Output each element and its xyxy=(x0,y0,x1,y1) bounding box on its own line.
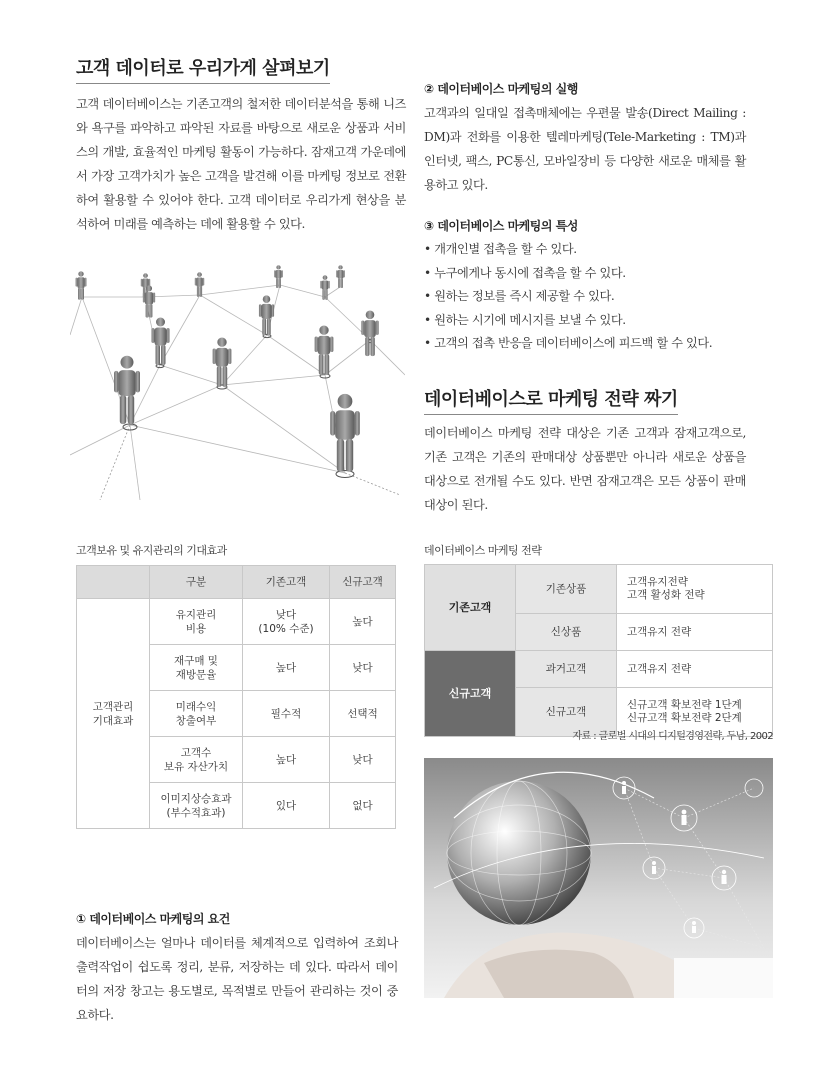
table-cell: 높다 xyxy=(243,645,330,691)
table-header-category: 구분 xyxy=(150,566,243,599)
sec3-bullet-list xyxy=(424,238,746,356)
table-cell: 낮다 xyxy=(330,645,396,691)
list-item: • 고객의 접촉 반응을 데이터베이스에 피드백 할 수 있다. xyxy=(424,332,746,356)
table-cell: 있다 xyxy=(243,783,330,829)
globe-icon xyxy=(424,758,773,998)
expected-effects-table xyxy=(76,565,396,829)
table-cell: 고객유지 전략 xyxy=(617,614,773,651)
sec1-paragraph: 데이터베이스는 얼마나 데이터를 체계적으로 입력하여 조회나 출력작업이 쉽도록 정리, 분류, 저장하는 데 있다. 따라서 데이터의 저장 창고는 용도별로, 목적별로 만들어 관리하는 것이 중요하다. xyxy=(76,936,398,1022)
table1-caption: 고객보유 및 유지관리의 기대효과 xyxy=(76,544,227,557)
table-cell: 고객유지 전략 xyxy=(617,651,773,688)
right-strategy-block xyxy=(424,385,746,517)
table-cell: 낮다 (10% 수준) xyxy=(243,599,330,645)
table-cell: 신상품 xyxy=(516,614,617,651)
group-new-customers: 신규고객 xyxy=(425,651,516,737)
sec3-heading: ③ 데이터베이스 마케팅의 특성 xyxy=(424,219,578,233)
table-cell: 선택적 xyxy=(330,691,396,737)
table-row xyxy=(425,651,773,688)
sec1-block xyxy=(76,910,398,1027)
table-group-label: 고객관리 기대효과 xyxy=(77,599,150,829)
table-cell: 과거고객 xyxy=(516,651,617,688)
sec2-heading: ② 데이터베이스 마케팅의 실행 xyxy=(424,82,578,96)
table2-source: 자료 : 글로벌 시대의 디지털경영전략, 두남, 2002 xyxy=(572,731,773,742)
people-network-illustration xyxy=(70,255,405,500)
list-item: • 원하는 시기에 메시지를 보낼 수 있다. xyxy=(424,309,746,333)
table-row xyxy=(425,565,773,614)
list-item: • 누구에게나 동시에 접촉을 할 수 있다. xyxy=(424,262,746,286)
intro-paragraph: 고객 데이터베이스는 기존고객의 철저한 데이터분석을 통해 니즈와 욕구를 파악하고 파악된 자료를 바탕으로 새로운 상품과 서비스의 개발, 효율적인 마케팅 활동이 가능하다. 잠재고객 가운데에서 가장 고객가치가 높은 고객을 발견해 이를 마케팅 정보로 전환하여 활용할 수 있어야 한다. 고객 데이터로 우리가게 현상을 분석하여 미래를 예측하는 데에 활용할 수 있다. xyxy=(76,97,406,231)
group-existing-customers: 기존고객 xyxy=(425,565,516,651)
table-cell: 유지관리 비용 xyxy=(150,599,243,645)
table-cell: 재구매 및 재방문율 xyxy=(150,645,243,691)
table-cell: 높다 xyxy=(330,599,396,645)
table-cell: 신규고객 xyxy=(516,688,617,737)
left-intro xyxy=(76,54,406,236)
section-title-customer-data: 고객 데이터로 우리가게 살펴보기 xyxy=(76,54,330,84)
table-header-existing: 기존고객 xyxy=(243,566,330,599)
list-item: • 원하는 정보를 즉시 제공할 수 있다. xyxy=(424,285,746,309)
strategy-paragraph: 데이터베이스 마케팅 전략 대상은 기존 고객과 잠재고객으로, 기존 고객은 기존의 판매대상 상품뿐만 아니라 새로운 상품을 대상으로 전개될 수도 있다. 반면 잠재고객은 모든 상품이 판매대상이 된다. xyxy=(424,426,746,512)
table-cell: 기존상품 xyxy=(516,565,617,614)
sec1-heading: ① 데이터베이스 마케팅의 요건 xyxy=(76,912,230,926)
table2-caption: 데이터베이스 마케팅 전략 xyxy=(424,544,542,557)
section-title-strategy: 데이터베이스로 마케팅 전략 짜기 xyxy=(424,385,678,415)
table-cell: 없다 xyxy=(330,783,396,829)
table-cell: 미래수익 창출여부 xyxy=(150,691,243,737)
list-item: • 개개인별 접촉을 할 수 있다. xyxy=(424,238,746,262)
table-cell: 필수적 xyxy=(243,691,330,737)
table-cell: 이미지상승효과 (부수적효과) xyxy=(150,783,243,829)
table-header-empty xyxy=(77,566,150,599)
table-cell: 신규고객 확보전략 1단계 신규고객 확보전략 2단계 xyxy=(617,688,773,737)
right-top-column xyxy=(424,80,746,356)
sec2-paragraph: 고객과의 일대일 접촉매체에는 우편물 발송(Direct Mailing : DM)과 전화를 이용한 텔레마케팅(Tele-Marketing : TM)과 인터넷, 팩스, PC통신, 모바일장비 등 다양한 새로운 매체를 활용하고 있다. xyxy=(424,106,746,192)
table-header-new: 신규고객 xyxy=(330,566,396,599)
people-network-icon xyxy=(70,255,405,500)
globe-network-image xyxy=(424,758,773,998)
table-cell: 낮다 xyxy=(330,737,396,783)
table-cell: 높다 xyxy=(243,737,330,783)
table-cell: 고객유지전략 고객 활성화 전략 xyxy=(617,565,773,614)
table-cell: 고객수 보유 자산가치 xyxy=(150,737,243,783)
marketing-strategy-table xyxy=(424,564,773,737)
table-row xyxy=(77,599,396,645)
